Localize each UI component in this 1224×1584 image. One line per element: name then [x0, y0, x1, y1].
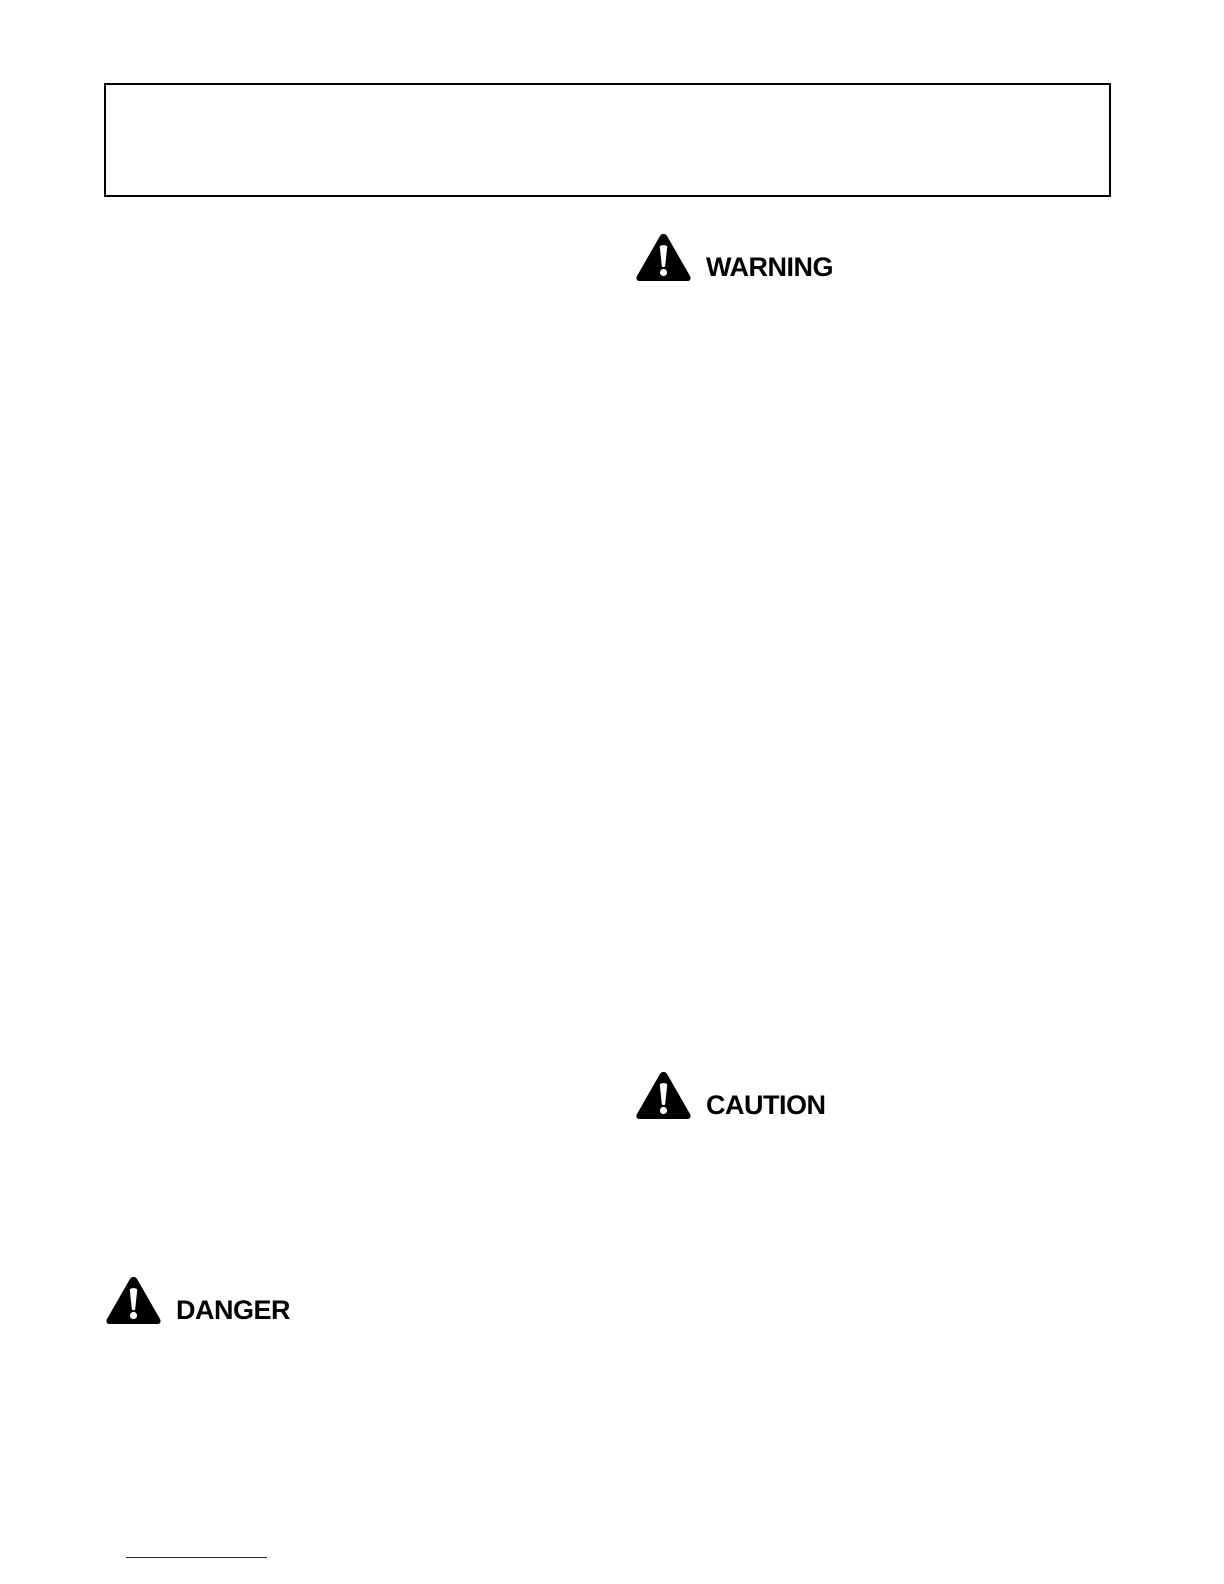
- danger-signal: [105, 1273, 290, 1325]
- caution-signal: [635, 1068, 826, 1120]
- exclamation-triangle-icon: [635, 1070, 692, 1120]
- footnote-rule: [126, 1557, 267, 1558]
- header-box: [104, 83, 1111, 197]
- exclamation-triangle-icon: [105, 1275, 162, 1325]
- exclamation-triangle-icon: [635, 232, 692, 282]
- warning-label: WARNING: [706, 252, 833, 282]
- danger-label: DANGER: [176, 1295, 291, 1325]
- warning-signal: [635, 230, 833, 282]
- caution-label: CAUTION: [706, 1090, 826, 1120]
